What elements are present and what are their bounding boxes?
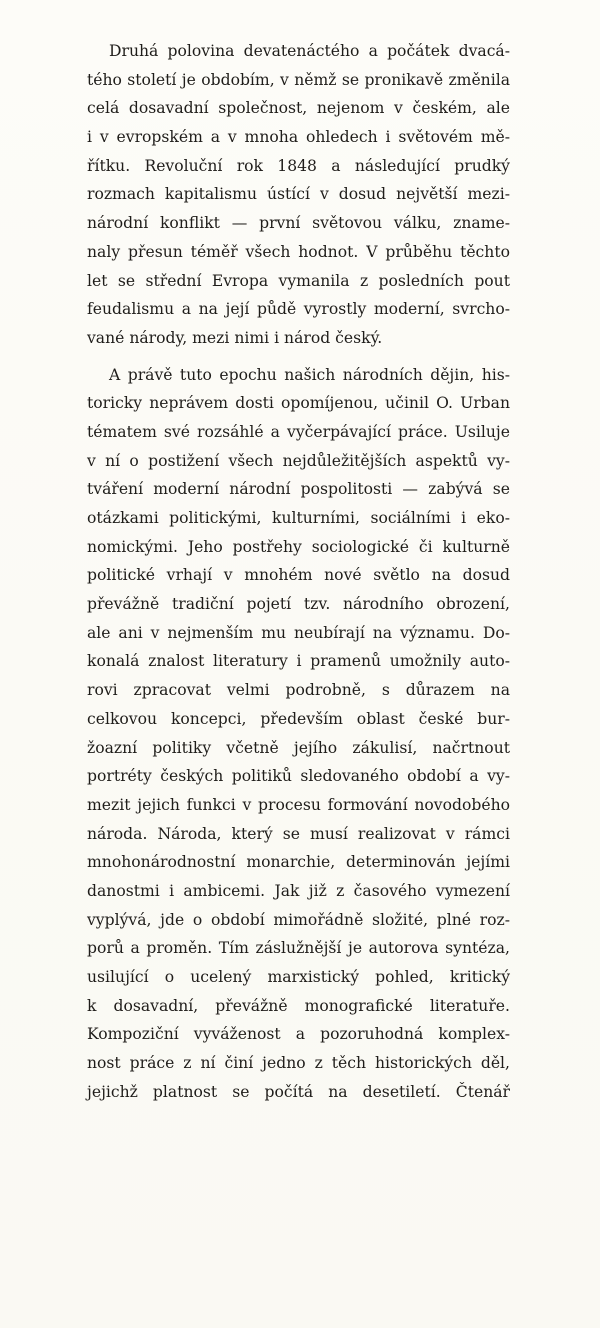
- text-line: celkovou koncepci, především oblast české bur-: [87, 709, 510, 728]
- text-line: národní konflikt — první světovou válku, zname-: [87, 214, 510, 233]
- text-line: tváření moderní národní pospolitosti — zabývá se: [87, 480, 510, 499]
- paragraph-2: [87, 361, 510, 1107]
- text-line: i v evropském a v mnoha ohledech i světovém mě-: [87, 128, 510, 147]
- text-line: řítku. Revoluční rok 1848 a následující prudký: [87, 156, 510, 175]
- text-line: tého století je obdobím, v němž se pronikavě změnila: [87, 70, 510, 89]
- text-line: toricky neprávem dosti opomíjenou, učinil O. Urban: [87, 394, 510, 413]
- text-line: v ní o postižení všech nejdůležitějších aspektů vy-: [87, 451, 510, 470]
- text-line: tématem své rozsáhlé a vyčerpávající práce. Usiluje: [87, 422, 510, 441]
- text-line: k dosavadní, převážně monografické literatuře.: [87, 996, 510, 1015]
- body-text: [87, 37, 510, 1106]
- paragraph-1: [87, 37, 510, 353]
- text-line: A právě tuto epochu našich národních dějin, his-: [109, 365, 510, 384]
- text-line: porů a proměn. Tím záslužnější je autorova syntéza,: [87, 939, 510, 958]
- text-line: rovi zpracovat velmi podrobně, s důrazem na: [87, 681, 510, 700]
- text-line: let se střední Evropa vymanila z posledních pout: [87, 271, 510, 290]
- text-line: vané národy, mezi nimi i národ český.: [87, 328, 383, 347]
- text-line: otázkami politickými, kulturními, sociálními i eko-: [87, 509, 510, 527]
- text-line: mnohonárodnostní monarchie, determinován jejími: [87, 853, 510, 872]
- text-line: jejichž platnost se počítá na desetiletí. Čtenář: [87, 1082, 510, 1101]
- text-line: vyplývá, jde o období mimořádně složité, plné roz-: [87, 910, 510, 929]
- text-line: žoazní politiky včetně jejího zákulisí, načrtnout: [87, 738, 510, 757]
- text-line: politické vrhají v mnohém nové světlo na dosud: [87, 566, 510, 585]
- text-line: národa. Národa, který se musí realizovat v rámci: [87, 824, 510, 843]
- text-line: nomickými. Jeho postřehy sociologické či kulturně: [87, 537, 510, 556]
- text-line: celá dosavadní společnost, nejenom v českém, ale: [87, 99, 510, 118]
- text-line: naly přesun téměř všech hodnot. V průběhu těchto: [87, 242, 510, 261]
- text-line: rozmach kapitalismu ústící v dosud největší mezi-: [87, 185, 510, 204]
- paragraph-spacer: [87, 353, 510, 361]
- text-line: Druhá polovina devatenáctého a počátek dvacá-: [109, 42, 510, 60]
- text-line: usilující o ucelený marxistický pohled, kritický: [87, 968, 510, 986]
- text-line: převážně tradiční pojetí tzv. národního obrození,: [87, 595, 510, 614]
- text-line: konalá znalost literatury i pramenů umožnily auto-: [87, 652, 510, 671]
- text-line: mezit jejich funkci v procesu formování novodobého: [87, 795, 510, 814]
- text-line: nost práce z ní činí jedno z těch historických děl,: [87, 1054, 510, 1073]
- text-line: Kompoziční vyváženost a pozoruhodná komplex-: [87, 1025, 510, 1044]
- text-line: portréty českých politiků sledovaného období a vy-: [87, 767, 510, 786]
- text-line: danostmi i ambicemi. Jak již z časového vymezení: [87, 881, 510, 900]
- text-line: feudalismu a na její půdě vyrostly moderní, svrcho-: [87, 300, 510, 319]
- text-line: ale ani v nejmenším mu neubírají na významu. Do-: [87, 623, 510, 642]
